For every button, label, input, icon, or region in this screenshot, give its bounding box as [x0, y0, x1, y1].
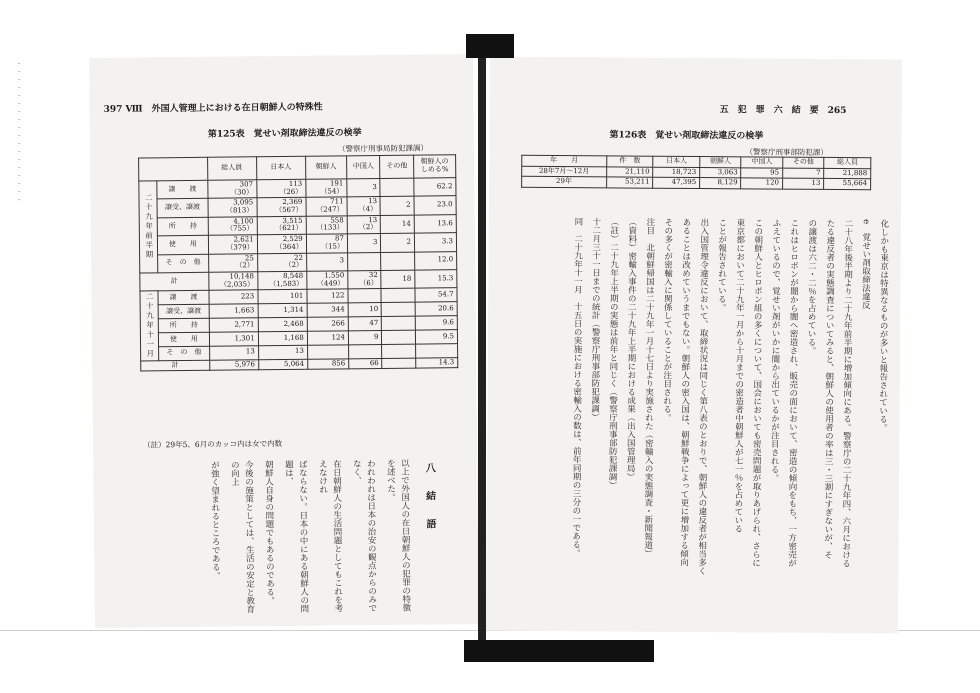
table-header-cell: 日本人	[653, 156, 700, 167]
table-row-label: 譲 渡	[158, 291, 208, 305]
table-cell: 18,723	[653, 167, 700, 178]
table-cell: 13	[258, 345, 307, 359]
body-line: 在日朝鮮人の生活問題としてもこれを考えなけれ	[317, 459, 343, 613]
body-line: 出入国管理令違反において、取締状況は同じく第八表のとおりで、朝鮮人の違反者が相当多く	[696, 218, 709, 576]
scan-clip-bottom	[464, 640, 654, 662]
table-cell: 307 （30）	[207, 180, 256, 199]
table-cell: 711 （247）	[306, 197, 347, 216]
left-body-text	[131, 459, 413, 622]
body-line: この朝鮮人とヒロポン組の多くについて、国会においても密売問題が取りあげられ、さらに	[750, 218, 763, 567]
table-cell: 20.6	[415, 302, 457, 316]
table-cell: 21,110	[606, 167, 653, 178]
body-line: ふえているので、覚せい剤がいかに闇から出ているかが注目される。	[769, 218, 781, 483]
body-line: たる違反者の実態調査についてみると、朝鮮人の使用者の率は三・三割にすぎないが、そ	[822, 218, 835, 559]
table-row-label: 使 用	[158, 235, 208, 254]
table-cell: 14.3	[416, 357, 458, 368]
table-cell: 23.0	[414, 196, 456, 215]
table-cell: 3,095 （813）	[208, 198, 257, 217]
table-cell: 13 （2）	[347, 215, 381, 234]
table-cell: 9.5	[415, 330, 457, 344]
table-cell: 28年7月～12月	[522, 166, 607, 177]
table-cell: 344	[307, 303, 348, 317]
table-cell: 9.6	[415, 316, 457, 330]
table-cell: 5,064	[258, 359, 307, 370]
table-125-header-row	[139, 155, 456, 181]
table-cell: 1,314	[258, 303, 307, 317]
table-cell: 2,468	[258, 317, 307, 331]
body-line: （資料）密輸入事件の二十九年上半期における成果（出入国管理局）	[625, 217, 637, 482]
table-header-cell: 件 数	[607, 156, 654, 167]
table-cell: 120	[741, 178, 783, 189]
table-cell: 113 （26）	[256, 179, 305, 198]
table-cell	[380, 178, 414, 197]
body-line: われわれは日本の治安の観点からのみでなく、	[351, 459, 377, 613]
table-cell: 47	[348, 317, 382, 331]
body-line: 東京都において二十九年一月から十月までの密造者中朝鮮人が七一％を占めている	[732, 218, 745, 533]
table-cell: 2,621 （379）	[208, 235, 257, 254]
adjacent-page-edge: ・・・・・・・・・・・・・・・・・・	[15, 60, 23, 204]
table-cell: 266	[307, 317, 348, 331]
table-cell: 1,168	[258, 331, 307, 345]
body-line: 今後の施策としては、生活の安定と教育の向上	[229, 460, 255, 614]
table-cell: 1,301	[209, 332, 258, 346]
table-cell: 8,548 （1,583）	[257, 271, 306, 290]
body-line: ことが報告されている。	[716, 218, 727, 312]
table-cell: 12.0	[415, 251, 457, 270]
table-cell: 10,148 （2,035）	[208, 272, 257, 291]
body-line: 十二月三十一日までの統計（警察庁刑事部防犯課調）	[589, 217, 601, 422]
table-row-label: 譲受、譲渡	[157, 199, 207, 218]
table-row-label: そ の 他	[158, 254, 208, 273]
table-row-label: そ の 他	[159, 346, 209, 360]
table-cell: 9	[348, 330, 382, 344]
body-line: 朝鮮人自身の問題でもあるのである。	[263, 460, 275, 605]
table-125-corner	[139, 157, 208, 181]
table-cell: 14	[381, 215, 415, 234]
table-cell	[381, 288, 415, 302]
table-header-cell: 日本人	[256, 156, 305, 180]
section-heading: 八 結 語	[423, 462, 436, 533]
body-line: ばならない。日本の中にある朝鮮人の問題は、	[283, 459, 309, 613]
table-cell	[348, 252, 382, 271]
table-cell: 3.3	[414, 233, 456, 252]
table-cell: 95	[741, 168, 783, 179]
table-cell: 124	[307, 331, 348, 345]
body-line: 注目 北朝鮮帰国は二十九年一月十七日より実施された（密輸入の実態調査・新聞報道）	[642, 217, 655, 558]
table-cell: 4,100 （755）	[208, 217, 257, 236]
table-header-cell: その他	[783, 157, 825, 168]
table-row-label: 譲 渡	[157, 180, 207, 199]
body-line: の譲渡は六二・二％を占めている。	[805, 218, 817, 355]
right-body-text	[508, 217, 891, 624]
table-header-cell: 総人員	[207, 157, 256, 181]
table-cell: 54.7	[415, 288, 457, 302]
body-line: 同 二十九年十一月 十五日の実施における密輸入の数は、前年同期の三分の一である。	[570, 217, 583, 558]
table-cell: 7	[783, 168, 825, 179]
table-cell: 3	[347, 234, 381, 253]
table-header-cell: その他	[380, 155, 414, 178]
table-cell: 3,515 （621）	[257, 216, 306, 235]
table-header-cell: 総人員	[824, 157, 871, 168]
table-cell	[349, 344, 383, 358]
body-line: が強く望まれるところである。	[209, 460, 221, 580]
table-cell: 18	[381, 270, 415, 289]
table-cell: 32 （6）	[348, 270, 382, 289]
body-line: その多くが密輸入に関係していることが注目される。	[661, 217, 673, 422]
table-cell	[348, 289, 382, 303]
body-line: 化しかも東京は特異なるものが多いと報告されている。	[877, 219, 889, 432]
table-sum-label: 計	[140, 272, 209, 291]
table-cell: 1,663	[209, 304, 258, 318]
table-cell: 3,063	[700, 167, 742, 178]
table-cell	[382, 330, 416, 344]
right-running-head: 五 犯 罪 六 結 要 265	[719, 105, 847, 117]
table-cell: 29年	[522, 177, 607, 188]
table-cell: 66	[349, 358, 383, 369]
table-cell: 21,888	[824, 168, 871, 179]
table-cell: 3	[347, 178, 381, 197]
table-row-label: 使 用	[159, 332, 209, 346]
body-line: （註）二十九年上半期の実態は前年と同じく（警察庁刑事部防犯課調）	[606, 217, 619, 490]
table-header-cell: 中国人	[347, 155, 381, 178]
table-cell: 22 （2）	[257, 253, 306, 272]
table-cell	[382, 344, 416, 358]
right-page	[486, 57, 902, 634]
body-line: 以上で外国人の在日朝鮮人の犯罪の特徴を述べた。	[385, 458, 411, 612]
body-line: これはヒロポンが闇から闇へ密造され、販売の面において、密造の傾向をもち、一方密売が	[786, 218, 799, 568]
body-line: 二十八年後半期より二十九年前半期に増加傾向にある。警察庁の二十九年四、六月における	[840, 219, 853, 568]
left-running-head: 397 Ⅷ 外国人管理上における在日朝鮮人の特殊性	[103, 102, 323, 115]
table-cell: 13	[209, 346, 258, 360]
table-cell: 2,369 （567）	[257, 198, 306, 217]
table-cell: 13.6	[414, 214, 456, 233]
table-row-label: 所 持	[159, 318, 209, 332]
table-row-label: 譲受、譲渡	[158, 304, 208, 318]
table-cell: 223	[208, 290, 257, 304]
table-cell	[381, 252, 415, 271]
table-126-source: （警察庁刑事部防犯課）	[745, 147, 828, 157]
table-cell: 15.3	[415, 270, 457, 289]
table-cell	[307, 345, 348, 359]
left-page	[89, 54, 479, 628]
table-cell: 87 （15）	[306, 234, 347, 253]
table-cell: 55,664	[824, 179, 871, 190]
table-cell: 25 （2）	[208, 253, 257, 272]
table-cell: 2	[380, 197, 414, 216]
table-group-label: 二十九年前半期	[139, 181, 158, 273]
table-125-title: 第125表 覚せい剤取締法違反の検挙	[207, 128, 362, 140]
table-cell: 8,129	[700, 178, 742, 189]
table-sum-label: 計	[141, 360, 210, 371]
table-cell: 2,529 （364）	[257, 234, 306, 253]
table-cell	[382, 358, 416, 369]
table-header-cell: 年 月	[522, 155, 607, 166]
table-group-label: 二十九年十一月	[140, 291, 159, 361]
table-cell: 53,211	[606, 177, 653, 188]
table-cell: 2	[381, 233, 415, 252]
table-cell: 2,771	[209, 318, 258, 332]
table-cell: 191 （54）	[306, 179, 347, 198]
table-cell: 3	[306, 252, 347, 271]
scan-clip-top	[466, 34, 514, 58]
table-cell	[382, 302, 416, 316]
table-cell: 5,976	[209, 360, 258, 371]
table-header-cell: 朝鮮人	[700, 157, 742, 168]
table-cell: 47,395	[653, 178, 700, 189]
table-126	[521, 155, 871, 191]
table-125	[138, 154, 458, 372]
table-sum-row	[141, 357, 458, 371]
table-header-cell: 朝鮮人の しめる%	[414, 155, 456, 178]
table-cell: 122	[307, 289, 348, 303]
table-125-note: （註）29年5、6月のカッコ内は女で内数	[143, 439, 283, 450]
table-row-label: 所 持	[157, 217, 207, 236]
book-gutter	[478, 50, 486, 640]
table-cell: 10	[348, 303, 382, 317]
table-row	[522, 177, 871, 190]
table-cell	[416, 343, 458, 357]
table-126-title: 第126表 覚せい剤取締法違反の検挙	[609, 130, 764, 142]
table-header-cell: 中国人	[741, 157, 783, 168]
table-cell: 1,550 （449）	[307, 271, 348, 290]
table-cell: 558 （133）	[306, 216, 347, 235]
table-cell: 101	[258, 290, 307, 304]
table-cell	[382, 316, 416, 330]
table-cell: 62.2	[414, 178, 456, 197]
body-line: あることは改めていうまでもない。朝鮮人の密入国は、朝鮮戦争によって更に増加する傾向	[678, 217, 691, 567]
table-125-source: （警察庁刑事局防犯課調）	[337, 143, 429, 154]
table-header-cell: 朝鮮人	[305, 156, 346, 179]
body-line: e 覚せい剤取締法違反	[860, 219, 871, 310]
table-cell: 13 （4）	[347, 197, 381, 216]
table-cell: 856	[308, 359, 349, 370]
table-cell: 13	[782, 178, 824, 189]
